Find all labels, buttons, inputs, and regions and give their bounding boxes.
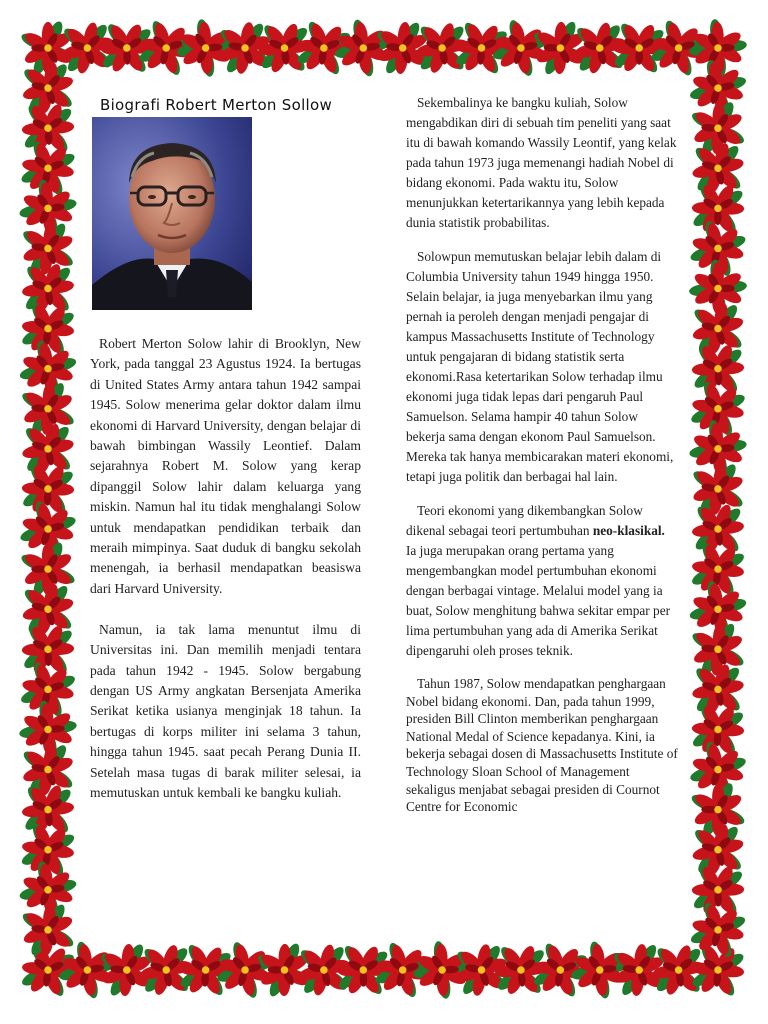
poinsettia-icon bbox=[10, 90, 87, 167]
right-column bbox=[406, 93, 678, 830]
poinsettia-icon bbox=[19, 540, 76, 597]
poinsettia-icon bbox=[212, 15, 279, 82]
poinsettia-icon bbox=[12, 413, 84, 485]
poinsettia-icon bbox=[96, 939, 158, 1001]
poinsettia-icon bbox=[682, 132, 754, 204]
poinsettia-icon bbox=[17, 378, 78, 439]
poinsettia-icon bbox=[8, 449, 87, 528]
page-title: Biografi Robert Merton Sollow bbox=[100, 96, 333, 114]
portrait-photo bbox=[92, 117, 252, 310]
poinsettia-icon bbox=[607, 938, 671, 1002]
left-column bbox=[90, 334, 361, 803]
poinsettia-icon bbox=[480, 7, 561, 88]
poinsettia-icon bbox=[166, 8, 246, 88]
poinsettia-icon bbox=[448, 936, 515, 1003]
poinsettia-icon bbox=[126, 7, 207, 88]
poinsettia-icon bbox=[531, 18, 590, 77]
poinsettia-icon bbox=[11, 251, 86, 326]
poinsettia-icon bbox=[14, 54, 82, 122]
text: Teori ekonomi yang dikembangkan Solow dikenal sebagai teori pertumbuhan bbox=[406, 503, 643, 538]
poinsettia-icon bbox=[678, 930, 758, 1010]
paragraph: Tahun 1987, Solow mendapatkan penghargaan Nobel bidang ekonomi. Dan, pada tahun 1999, presiden Bill Clinton memberikan penghargaan National Medal of Science kepadanya. Kini, ia bekerja sebagai dosen di Massachusetts Institute of Technology Sloan School of Management sekaligus menjabat sebagai presiden di Cournot Centre for Economic bbox=[406, 676, 678, 815]
poinsettia-icon bbox=[402, 930, 481, 1009]
poinsettia-icon bbox=[687, 618, 749, 680]
poinsettia-icon bbox=[289, 935, 359, 1005]
poinsettia-icon bbox=[678, 8, 757, 87]
poinsettia-icon bbox=[8, 288, 88, 368]
poinsettia-icon bbox=[166, 930, 245, 1009]
poinsettia-icon bbox=[371, 16, 434, 79]
poinsettia-icon bbox=[678, 529, 758, 609]
poinsettia-icon bbox=[247, 10, 323, 86]
poinsettia-icon bbox=[600, 9, 679, 88]
poinsettia-icon bbox=[8, 809, 89, 890]
poinsettia-icon bbox=[19, 19, 76, 76]
poinsettia-icon bbox=[53, 13, 123, 83]
poinsettia-icon bbox=[638, 7, 719, 88]
poinsettia-icon bbox=[678, 569, 759, 650]
poinsettia-icon bbox=[255, 941, 313, 999]
poinsettia-icon bbox=[8, 849, 89, 930]
poinsettia-icon bbox=[677, 208, 758, 289]
paragraph: Solowpun memutuskan belajar lebih dalam di Columbia University tahun 1949 hingga 1950. Selain belajar, ia juga menyebarkan ilmu yang pernah ia peroleh dengan menjadi pengajar di kampus Massachusetts Institute of Technology untuk pengajaran di bidang statistik serta ekonomi.Rasa ketertarikan Solow terhadap ilmu ekonomi juga tidak lepas dari pengaruh Paul Samuelson. Selama hampir 40 tahun Solow bekerja sama dengan ekonom Paul Samuelson. Mereka tak hanya membicarakan materi ekonomi, tetapi juga politik dan berbagai hal lain. bbox=[406, 249, 674, 484]
poinsettia-icon bbox=[685, 456, 751, 522]
paragraph: Sekembalinya ke bangku kuliah, Solow mengabdikan diri di sebuah tim peneliti yang saat itu di bawah komando Wassily Leontif, yang kelak pada tahun 1973 juga memenangi hadiah Nobel di bidang ekonomi. Pada waktu itu, Solow menunjukkan ketertarikannya yang lebih kepada dunia statistik probabilitas. bbox=[406, 95, 677, 230]
poinsettia-icon bbox=[405, 11, 479, 85]
poinsettia-icon bbox=[324, 931, 402, 1009]
poinsettia-icon bbox=[677, 48, 758, 129]
poinsettia-icon bbox=[679, 169, 758, 248]
poinsettia-icon bbox=[677, 729, 758, 810]
paragraph: Robert Merton Solow lahir di Brooklyn, New York, pada tanggal 23 Agustus 1924. Ia bertugas di United States Army antara tahun 1942 sampai 1945. Solow menerima gelar doktor dalam ilmu ekonomi di Harvard University, dengan belajar di bawah bimbingan Wassily Leontief. Dalam sejarahnya Robert M. Solow yang kerap dipanggil Solow lahir dalam keluarga yang miskin. Namun hal itu tidak menghalangi Solow untuk mendapatkan pendidikan terbaik dan meraih mimpinya. Saat duduk di bangku sekolah menengah, ia berhasil mendapatkan beasiswa dari Harvard University. bbox=[90, 336, 361, 596]
paragraph bbox=[406, 501, 678, 661]
bold-term: neo-klasikal. bbox=[592, 523, 665, 538]
poinsettia-icon bbox=[130, 933, 203, 1006]
poinsettia-icon bbox=[88, 9, 166, 87]
poinsettia-icon bbox=[8, 128, 89, 209]
poinsettia-icon bbox=[680, 491, 755, 566]
poinsettia-icon bbox=[560, 930, 640, 1010]
poinsettia-icon bbox=[8, 930, 88, 1010]
poinsettia-icon bbox=[679, 330, 756, 407]
poinsettia-icon bbox=[15, 736, 82, 803]
poinsettia-icon bbox=[13, 574, 83, 644]
poinsettia-icon bbox=[483, 932, 559, 1008]
poinsettia-icon bbox=[16, 898, 79, 961]
poinsettia-icon bbox=[683, 815, 753, 885]
poinsettia-icon bbox=[323, 8, 404, 89]
poinsettia-icon bbox=[677, 889, 758, 970]
poinsettia-icon bbox=[641, 933, 715, 1007]
poinsettia-icon bbox=[688, 98, 748, 158]
poinsettia-icon bbox=[8, 690, 88, 770]
poinsettia-icon bbox=[10, 772, 86, 848]
poinsettia-icon bbox=[679, 851, 757, 929]
text: Ia juga merupakan orang pertama yang mengembangkan model pertumbuhan ekonomi dengan berbagai vintage. Melalui model yang ia buat, Solow menghitung bahwa sekitar empar per lima pertumbuhan yang ada di Amerika Serikat dipengaruhi oleh proses teknik. bbox=[406, 543, 671, 658]
poinsettia-icon bbox=[204, 929, 285, 1010]
poinsettia-icon bbox=[9, 610, 87, 688]
poinsettia-icon bbox=[8, 328, 89, 409]
poinsettia-icon bbox=[362, 929, 443, 1010]
poinsettia-icon bbox=[681, 653, 754, 726]
poinsettia-icon bbox=[684, 294, 753, 363]
poinsettia-icon bbox=[442, 8, 522, 88]
poinsettia-icon bbox=[7, 649, 88, 730]
poinsettia-icon bbox=[677, 368, 758, 449]
poinsettia-icon bbox=[679, 249, 758, 328]
poinsettia-icon bbox=[520, 930, 601, 1011]
poinsettia-icon bbox=[47, 930, 128, 1011]
poinsettia-icon bbox=[7, 488, 88, 569]
poinsettia-icon bbox=[678, 409, 758, 489]
poinsettia-icon bbox=[284, 8, 365, 89]
poinsettia-icon bbox=[678, 690, 757, 769]
poinsettia-icon bbox=[8, 168, 88, 248]
poinsettia-icon bbox=[689, 780, 747, 838]
poinsettia-icon bbox=[564, 12, 635, 83]
poinsettia-icon bbox=[16, 216, 81, 281]
paragraph: Namun, ia tak lama menuntut ilmu di Universitas ini. Dan memilih menjadi tentara pada tahun 1942 - 1945. Solow bergabung dengan US Army angkatan Bersenjata Amerika Serikat ketika usianya menginjak 18 tahun. Ia bertugas di korps militer ini selama 3 tahun, hingga tahun 1945. saat pecah Perang Dunia II. Setelah masa tugas di barak militer selesai, ia memutuskan untuk kembali ke bangku kuliah. bbox=[90, 621, 361, 801]
